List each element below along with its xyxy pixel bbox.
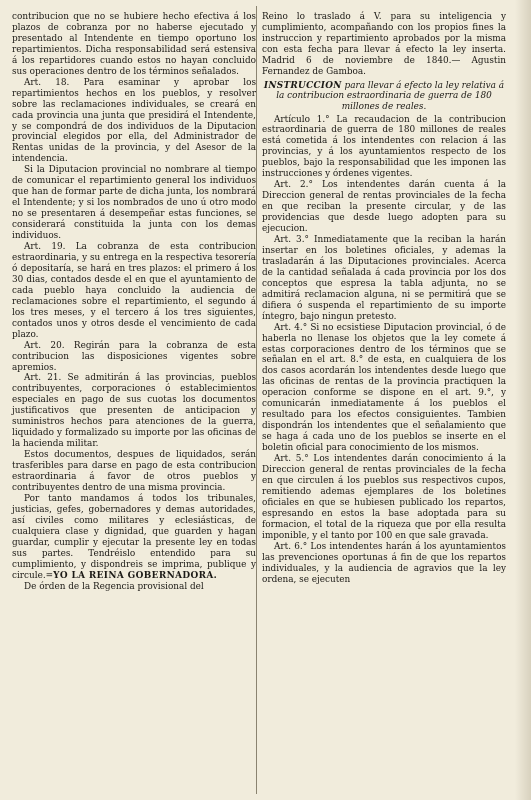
paragraph: Estos documentos, despues de liquidados, serán trasferibles para darse en pago de esta contribucion estraordinaria á favor de otros pueblos y contribuyentes dentro de una misma provincia.	[12, 450, 256, 493]
heading-caps: INSTRUCCION	[263, 80, 342, 91]
left-column	[12, 12, 256, 593]
article-5: Art. 5.° Los intendentes darán conocimiento á la Direccion general de rentas provinciales de la fecha en que circulen á los pueblos sus respectivos cupos, remitiendo ademas ejemplares de los boletines oficiales en que se hubiesen publicado los repartos, espresando en estos la base adoptada para su formacion, el total de la riqueza que por ella resulta imponible, y el tanto por 100 en que sale gravada.	[262, 454, 506, 541]
article-18: Art. 18. Para esaminar y aprobar los repartimientos hechos en los pueblos, y resolver sobre las reclamaciones individuales, se creará en cada provincia una junta que presidirá el Intendente, y se compondrá de dos individuos de la Diputacion provincial elegidos por ella, del Administrador de Rentas unidas de la provincia, y del Asesor de la intendencia.	[12, 77, 256, 165]
article-4: Art. 4.° Si no ecsistiese Diputacion provincial, ó de haberla no llenase los objetos que la ley comete á estas corporaciones dentro de los términos que se señalan en el art. 8.° de esta, en cualquiera de los dos casos acordarán los intendentes desde luego que las oficinas de rentas de la provincia practiquen la operacion conforme se dispone en el art. 9.°, y comunicarán inmediatamente á los pueblos el resultado para los efectos consiguientes. Tambien dispondrán los intendentes que el señalamiento que se haga á cada uno de los pueblos se inserte en el boletin oficial para conocimiento de los mismos.	[262, 322, 506, 454]
article-2: Art. 2.° Los intendentes darán cuenta á la Direccion general de rentas provinciales de la fecha en que reciban la presente circular, y de las providencias que desde luego adopten para su ejecucion.	[262, 180, 506, 235]
article-6: Art. 6.° Los intendentes harán á los ayuntamientos las prevenciones oportunas á fin de que los repartos individuales, y la audiencia de agravios que la ley ordena, se ejecuten	[262, 541, 506, 585]
article-3: Art. 3.° Inmediatamente que la reciban la harán insertar en los boletines oficiales, y ademas la trasladarán á las Diputaciones provinciales. Acerca de la cantidad señalada á cada provincia por los dos conceptos que espresa la tabla adjunta, no se admitirá reclamacion alguna, ni se permitirá que se difiera ó suspenda el repartimiento de su importe íntegro, bajo ningun pretesto.	[262, 234, 506, 322]
right-column	[262, 12, 506, 585]
paragraph: Reino lo traslado á V. para su inteligencia y cumplimiento, acompañando con los propios fines la instruccion y repartimiento aprobados por la misma con esta fecha para llevar á efecto la ley inserta. Madrid 6 de noviembre de 1840.— Agustin Fernandez de Gamboa.	[262, 12, 506, 77]
paragraph: De órden de la Regencia provisional del	[24, 581, 204, 592]
paragraph: contribucion que no se hubiere hecho efectiva á los plazos de cobranza por no haberse ejecutado y presentado al Intendente en tiempo oportuno los repartimientos. Dicha responsabilidad será estensiva á los repartidores cuando estos no hayan concluido sus operaciones dentro de los términos señalados.	[12, 12, 256, 77]
page-edge-shadow	[515, 0, 531, 800]
heading-rest: para llevar á efecto la ley relativa á la contribucion estraordinaria de guerra de 180 millones de reales.	[276, 80, 505, 112]
instruction-heading	[262, 81, 506, 113]
article-20: Art. 20. Regirán para la cobranza de esta contribucion las disposiciones vigentes sobre apremios.	[12, 340, 256, 373]
column-divider	[256, 6, 257, 794]
article-1: Artículo 1.° La recaudacion de la contribucion estraordinaria de guerra de 180 millones de reales está cometida á los intendentes con relacion á las provincias, y á los ayuntamientos respecto de los pueblos, bajo la responsabilidad que les imponen las instrucciones y órdenes vigentes.	[262, 114, 506, 180]
article-21: Art. 21. Se admitirán á las provincias, pueblos contribuyentes, corporaciones ó establecimientos especiales en pago de sus cuotas los documentos justificativos que presenten de anticipacion y suministros hechos para atenciones de la guerra, liquidado y formalizado su importe por las oficinas de la hacienda militar.	[12, 373, 256, 450]
royal-signoff: YO LA REINA GOBERNADORA.	[53, 570, 218, 581]
paragraph: Si la Diputacion provincial no nombrare al tiempo de comunicar el repartimiento general los individuos que han de formar parte de dicha junta, los nombrará el Intendente; y si los nombrados de uno ú otro modo no se presentaren á desempeñar estas funciones, se considerará constituida la junta con los demas individuos.	[12, 165, 256, 242]
article-19: Art. 19. La cobranza de esta contribucion estraordinaria, y su entrega en la respectiva tesorería ó depositaría, se hará en tres plazos: el primero á los 30 dias, contados desde el en que el ayuntamiento de cada pueblo haya concluido la audiencia de reclamaciones sobre el repartimiento, el segundo á los tres meses, y el tercero á los tres siguientes, contados unos y otros desde el vencimiento de cada plazo.	[12, 242, 256, 340]
closing-paragraph: Por tanto mandamos á todos los tribunales, justicias, gefes, gobernadores y demas autoridades, así civiles como militares y eclesiásticas, de cualquiera clase y dignidad, que guarden y hagan guardar, cumplir y ejecutar la presente ley en todas sus partes. Tendréislo entendido para su cumplimiento, y dispondreis se imprima, publique y circule.=YO LA REINA GOBERNADORA.	[12, 493, 256, 581]
